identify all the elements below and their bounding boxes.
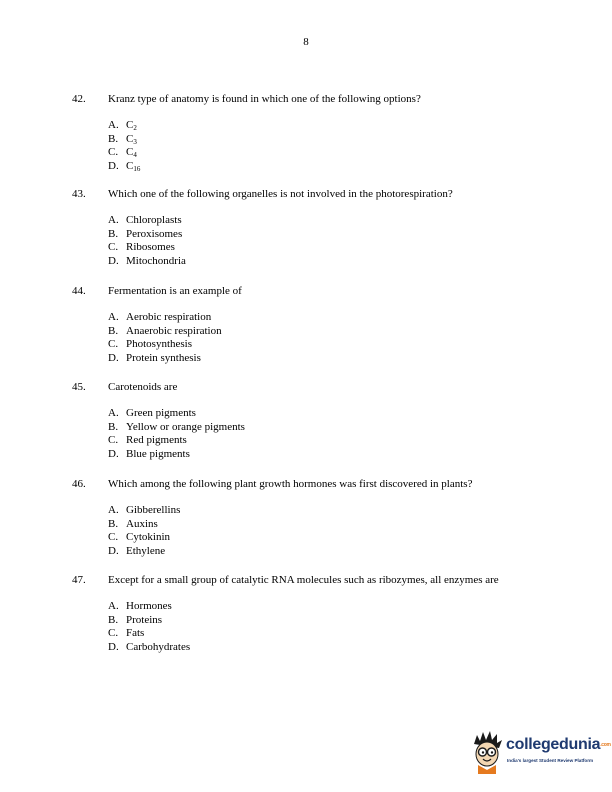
options-list xyxy=(108,407,552,461)
option-letter: A. xyxy=(108,600,119,612)
option xyxy=(108,160,552,174)
option-text: Chloroplasts xyxy=(126,214,182,226)
option xyxy=(108,518,552,532)
option-text: Fats xyxy=(126,627,145,639)
question-number: 46. xyxy=(72,478,86,490)
option-text: Blue pigments xyxy=(126,447,190,460)
question-number: 42. xyxy=(72,93,86,105)
option xyxy=(108,627,552,641)
options-list xyxy=(108,504,552,558)
question-text: Fermentation is an example of xyxy=(108,285,242,297)
option-letter: C. xyxy=(108,338,119,350)
question-44 xyxy=(72,284,552,365)
option-text: Anaerobic respiration xyxy=(126,324,222,337)
option xyxy=(108,119,552,133)
option xyxy=(108,146,552,160)
mascot-icon xyxy=(470,730,506,775)
option-letter: D. xyxy=(108,544,119,557)
option-text: Yellow or orange pigments xyxy=(126,420,245,433)
option-letter: C. xyxy=(108,241,119,253)
option-text: Gibberellins xyxy=(126,504,181,516)
option-text: Cytokinin xyxy=(126,531,171,543)
option xyxy=(108,545,552,559)
option-text: Green pigments xyxy=(126,407,196,419)
option-text: Aerobic respiration xyxy=(126,311,212,323)
option-text: $C_2$ xyxy=(126,119,137,132)
option-letter: C. xyxy=(108,531,119,543)
option xyxy=(108,311,552,325)
option-text: Proteins xyxy=(126,613,163,626)
option-letter: B. xyxy=(108,613,119,626)
question-47 xyxy=(72,573,552,654)
option-letter: B. xyxy=(108,420,119,433)
option xyxy=(108,228,552,242)
option-text: Ribosomes xyxy=(126,241,175,253)
question-number: 43. xyxy=(72,188,86,200)
question-46 xyxy=(72,477,552,558)
options-list xyxy=(108,214,552,268)
option-letter: D. xyxy=(108,254,119,267)
question-43 xyxy=(72,187,552,268)
question-number: 45. xyxy=(72,381,86,393)
option-letter: A. xyxy=(108,119,119,131)
option-text: Peroxisomes xyxy=(126,227,183,240)
option-letter: D. xyxy=(108,159,119,172)
option-text: Mitochondria xyxy=(126,254,186,267)
option-letter: B. xyxy=(108,324,119,337)
option-letter: C. xyxy=(108,627,119,639)
option-text: Carbohydrates xyxy=(126,640,191,653)
option-letter: B. xyxy=(108,517,119,530)
option-text: $C_4$ xyxy=(126,146,137,159)
collegedunia-logo xyxy=(470,730,611,775)
option-text: Red pigments xyxy=(126,434,187,446)
question-42 xyxy=(72,92,552,173)
question-text: Which among the following plant growth hormones was first discovered in plants? xyxy=(108,478,473,490)
option xyxy=(108,338,552,352)
option-text: $C_{16}$ xyxy=(126,159,141,173)
option xyxy=(108,325,552,339)
question-text: Which one of the following organelles is not involved in the photorespiration? xyxy=(108,188,453,200)
option-text: Ethylene xyxy=(126,544,166,557)
option xyxy=(108,133,552,147)
options-list xyxy=(108,119,552,173)
option xyxy=(108,600,552,614)
option-letter: A. xyxy=(108,311,119,323)
options-list xyxy=(108,311,552,365)
options-list xyxy=(108,600,552,654)
question-45 xyxy=(72,380,552,461)
option xyxy=(108,214,552,228)
option-letter: D. xyxy=(108,447,119,460)
option-letter: B. xyxy=(108,227,119,240)
option xyxy=(108,641,552,655)
option xyxy=(108,352,552,366)
option xyxy=(108,531,552,545)
question-text: Carotenoids are xyxy=(108,381,178,393)
option-text: Hormones xyxy=(126,600,172,612)
page-number: 8 xyxy=(303,36,309,48)
option-letter: A. xyxy=(108,214,119,226)
option xyxy=(108,255,552,269)
logo-brand: collegedunia.com xyxy=(506,736,611,753)
option-text: Photosynthesis xyxy=(126,338,193,350)
option xyxy=(108,434,552,448)
logo-tagline: India's largest Student Review Platform xyxy=(507,758,594,763)
question-text: Except for a small group of catalytic RNA molecules such as ribozymes, all enzymes are xyxy=(108,574,499,586)
option-text: Auxins xyxy=(126,517,158,530)
option xyxy=(108,448,552,462)
option xyxy=(108,241,552,255)
option-letter: C. xyxy=(108,434,119,446)
option xyxy=(108,614,552,628)
option-text: $C_3$ xyxy=(126,132,137,146)
option xyxy=(108,421,552,435)
option-letter: B. xyxy=(108,132,119,145)
option xyxy=(108,504,552,518)
question-number: 44. xyxy=(72,285,86,297)
option xyxy=(108,407,552,421)
question-text: Kranz type of anatomy is found in which one of the following options? xyxy=(108,93,421,105)
option-letter: D. xyxy=(108,351,119,364)
option-letter: A. xyxy=(108,504,119,516)
option-letter: D. xyxy=(108,640,119,653)
option-text: Protein synthesis xyxy=(126,351,201,364)
option-letter: C. xyxy=(108,146,119,158)
question-number: 47. xyxy=(72,574,86,586)
option-letter: A. xyxy=(108,407,119,419)
